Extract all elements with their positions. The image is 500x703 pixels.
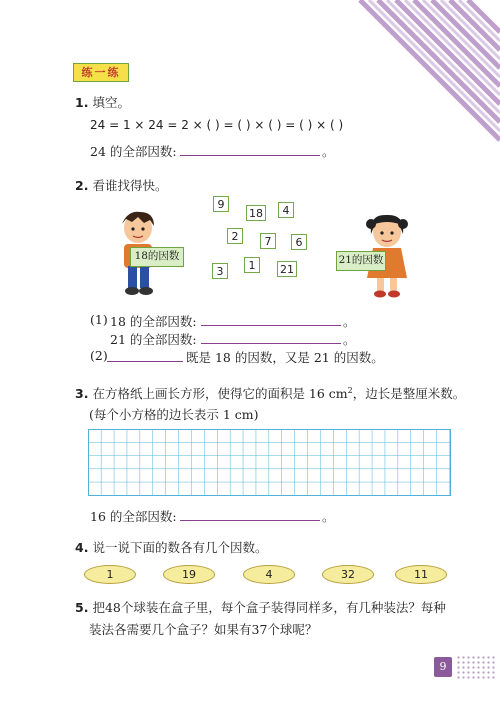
- number-box: 2: [227, 228, 243, 244]
- number-box: 3: [212, 263, 228, 279]
- q2-answer-line-18[interactable]: [201, 325, 341, 326]
- q5-number: 5.: [75, 600, 89, 615]
- number-oval: 4: [243, 565, 295, 584]
- number-box: 1: [244, 257, 260, 273]
- q1-heading: [75, 93, 130, 111]
- q1-equation: 24 = 1 × 24 = 2 × ( ) = ( ) × ( ) = ( ) × ( ): [90, 118, 344, 132]
- number-oval: 1: [84, 565, 136, 584]
- q1-title: 填空。: [92, 95, 130, 110]
- grid-paper[interactable]: [88, 429, 456, 499]
- q2-number: 2.: [75, 178, 89, 193]
- q1-answer-line[interactable]: [180, 155, 320, 156]
- q3-text-post: ，边长是整厘米数。: [352, 386, 466, 401]
- q2-line1-label: 18 的全部因数:: [110, 314, 197, 329]
- q2-end-mark-2: 。: [343, 332, 356, 347]
- q3-text-pre: 在方格纸上画长方形，使得它的面积是 16 cm: [92, 386, 348, 401]
- page-number: 9: [434, 657, 452, 677]
- q2-heading: [75, 176, 167, 194]
- number-box: 9: [213, 196, 229, 212]
- q2-answer-line-21[interactable]: [201, 343, 341, 344]
- q3-factors-label: 16 的全部因数:: [90, 509, 177, 524]
- number-box: 4: [278, 202, 294, 218]
- number-box: 6: [291, 234, 307, 250]
- q4-heading: [75, 538, 267, 556]
- girl-sign: 21的因数: [336, 251, 386, 271]
- q1-factors-label: 24 的全部因数:: [90, 144, 177, 159]
- q2-common-answer-line[interactable]: [107, 361, 183, 362]
- section-tag: 练一练: [73, 63, 129, 82]
- corner-stripes-decoration: [330, 0, 500, 170]
- q2-part2-prefix: (2): [90, 348, 108, 363]
- q2-title: 看谁找得快。: [92, 178, 168, 193]
- q3-answer-line[interactable]: [180, 520, 320, 521]
- q2-part2-text: 既是 18 的因数，又是 21 的因数。: [186, 350, 384, 365]
- number-box: 18: [246, 205, 266, 221]
- q3-note: (每个小方格的边长表示 1 cm): [89, 407, 259, 422]
- number-oval: 11: [395, 565, 447, 584]
- number-box: 7: [260, 233, 276, 249]
- boy-sign: 18的因数: [130, 247, 184, 267]
- q3-sup: 2: [347, 385, 353, 395]
- q5-line1: [75, 598, 446, 616]
- q2-end-mark-1: 。: [343, 314, 356, 329]
- q2-line2-label: 21 的全部因数:: [110, 332, 197, 347]
- number-oval: 19: [163, 565, 215, 584]
- q3-heading: [75, 384, 465, 402]
- q5-line2: 装法各需要几个盒子？如果有37个球呢？: [89, 622, 318, 637]
- number-oval: 32: [322, 565, 374, 584]
- q5-text-line1: 把48个球装在盒子里，每个盒子装得同样多，有几种装法？每种: [92, 600, 446, 615]
- q4-title: 说一说下面的数各有几个因数。: [92, 540, 268, 555]
- q1-number: 1.: [75, 95, 89, 110]
- q3-number: 3.: [75, 386, 89, 401]
- q3-end-mark: 。: [322, 509, 335, 524]
- number-box: 21: [277, 261, 297, 277]
- q2-part1-prefix: (1): [90, 312, 108, 327]
- q1-end-mark: 。: [322, 144, 335, 159]
- q4-number: 4.: [75, 540, 89, 555]
- dot-pattern-decoration: [456, 655, 496, 681]
